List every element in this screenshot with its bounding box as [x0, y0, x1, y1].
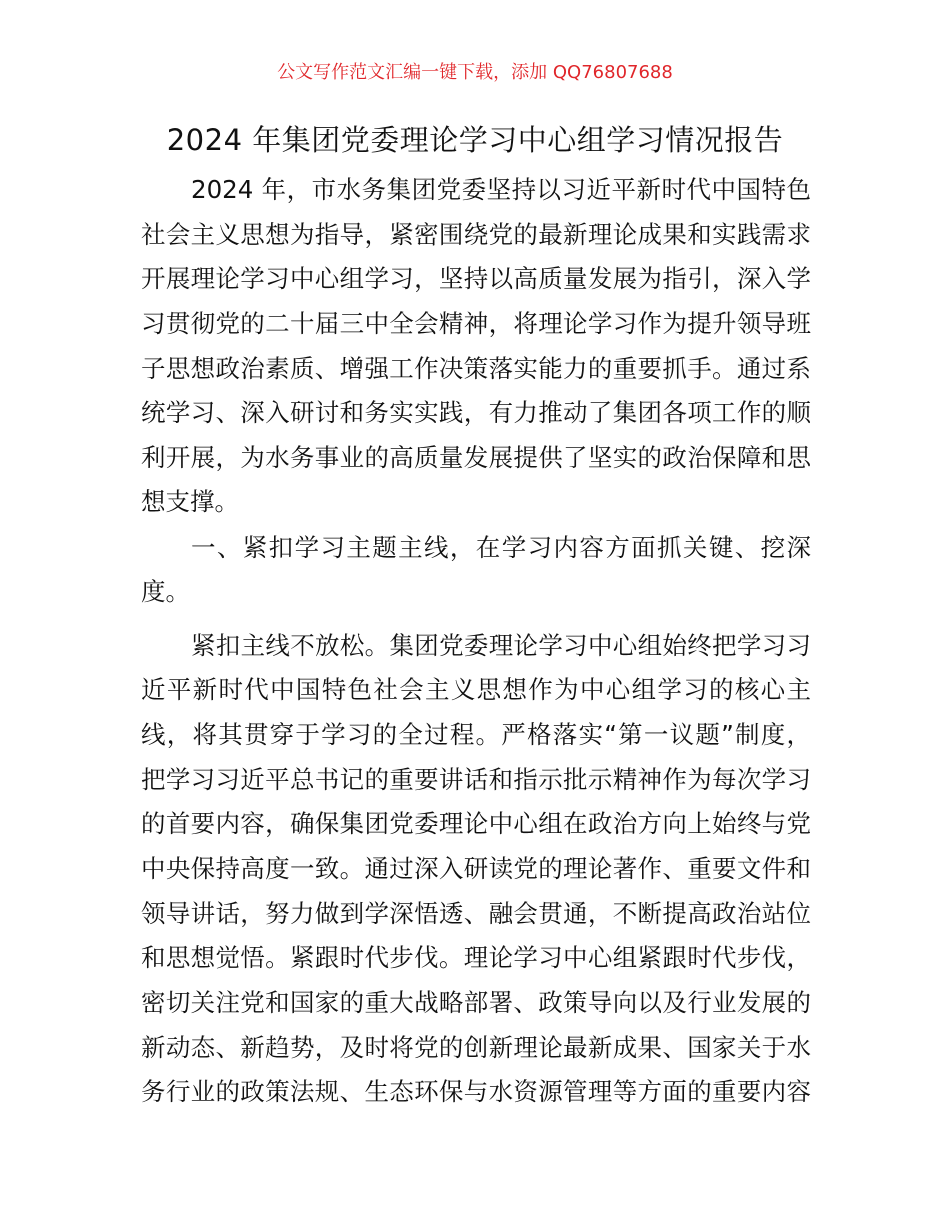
body-line: 统学习、深入研讨和务实实践，有力推动了集团各项工作的顺	[141, 398, 811, 427]
body-line: 把学习习近平总书记的重要讲话和指示批示精神作为每次学习	[141, 765, 811, 794]
document-title: 2024 年集团党委理论学习中心组学习情况报告	[166, 123, 784, 157]
body-line: 想支撑。	[141, 487, 239, 516]
section-heading: 一、紧扣学习主题主线，在学习内容方面抓关键、挖深	[191, 533, 811, 562]
body-line: 中央保持高度一致。通过深入研读党的理论著作、重要文件和	[141, 854, 811, 883]
body-line: 务行业的政策法规、生态环保与水资源管理等方面的重要内容	[141, 1077, 811, 1106]
body-line: 利开展，为水务事业的高质量发展提供了坚实的政治保障和思	[141, 443, 811, 472]
body-line: 密切关注党和国家的重大战略部署、政策导向以及行业发展的	[141, 988, 811, 1017]
download-banner: 公文写作范文汇编一键下载，添加 QQ76807688	[277, 62, 673, 83]
body-line: 社会主义思想为指导，紧密围绕党的最新理论成果和实践需求	[141, 220, 811, 249]
body-line: 2024 年，市水务集团党委坚持以习近平新时代中国特色	[191, 175, 811, 204]
body-line: 开展理论学习中心组学习，坚持以高质量发展为指引，深入学	[141, 264, 811, 293]
body-line: 的首要内容，确保集团党委理论中心组在政治方向上始终与党	[141, 809, 811, 838]
body-line: 线，将其贯穿于学习的全过程。严格落实“第一议题”制度，	[141, 720, 811, 749]
section-heading: 度。	[141, 577, 190, 606]
body-line: 近平新时代中国特色社会主义思想作为中心组学习的核心主	[141, 675, 811, 704]
body-line: 紧扣主线不放松。集团党委理论学习中心组始终把学习习	[191, 631, 811, 660]
body-line: 习贯彻党的二十届三中全会精神，将理论学习作为提升领导班	[141, 309, 811, 338]
body-line: 和思想觉悟。紧跟时代步伐。理论学习中心组紧跟时代步伐，	[141, 943, 811, 972]
body-line: 新动态、新趋势，及时将党的创新理论最新成果、国家关于水	[141, 1033, 811, 1062]
body-line: 领导讲话，努力做到学深悟透、融会贯通，不断提高政治站位	[141, 899, 811, 928]
body-line: 子思想政治素质、增强工作决策落实能力的重要抓手。通过系	[141, 354, 811, 383]
